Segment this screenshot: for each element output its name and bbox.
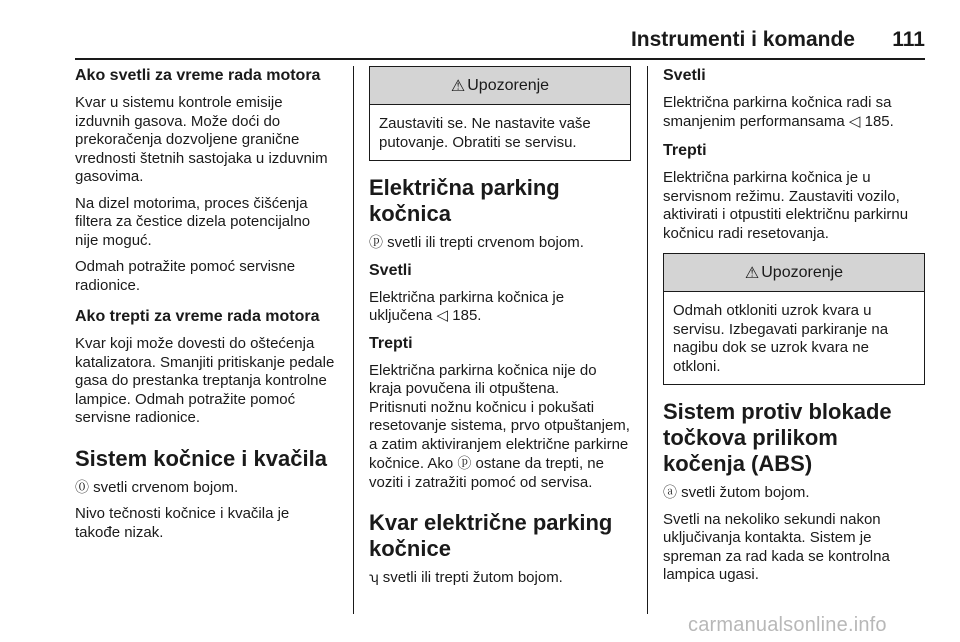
- paragraph: Električna parkirna kočnica je u servisnom režimu. Zaustaviti vozilo, aktivirati i otpustiti električnu parkirnu kočnicu radi resetovanja.: [663, 169, 909, 242]
- column-1: [75, 66, 337, 550]
- warning-body: [664, 292, 924, 384]
- page-header: [75, 28, 925, 54]
- warning-box: [369, 66, 631, 161]
- heading-sistem-kocnice: Sistem kočnice i kvačila: [75, 445, 327, 471]
- column-2: [369, 66, 631, 596]
- heading-svetli: Svetli: [663, 67, 706, 84]
- heading-ako-trepti: Ako trepti za vreme rada motora: [75, 308, 320, 325]
- warning-title: Upozorenje: [761, 263, 844, 281]
- warning-text: Zaustaviti se. Ne nastavite vaše putovanje. Obratiti se servisu.: [379, 115, 591, 151]
- text: Električna parkirna kočnica nije do kraja povučena ili otpuštena.: [369, 361, 597, 397]
- warning-triangle-icon: ⚠: [450, 77, 466, 95]
- warning-header: [664, 254, 924, 292]
- heading-svetli: Svetli: [369, 261, 412, 279]
- text: svetli žutom bojom.: [677, 484, 810, 501]
- paragraph: Nivo tečnosti kočnice i kvačila je takođe nizak.: [75, 505, 290, 541]
- column-3: [663, 66, 925, 593]
- column-divider: [647, 66, 648, 614]
- text: svetli ili trepti crvenom bojom.: [383, 234, 584, 251]
- heading-ako-svetli: Ako svetli za vreme rada motora: [75, 67, 321, 84]
- text: Pritisnuti nožnu kočnicu i pokušati resetovanje sistema, prvo otpuštanjem, a zatim aktiviranjem električne parkirne kočnice. Ako: [369, 398, 630, 472]
- paragraph: [369, 399, 631, 493]
- warning-text: Odmah otkloniti uzrok kvara u servisu. Izbegavati parkiranje na nagibu dok se uzrok kvara ne otkloni.: [673, 302, 889, 375]
- paragraph: Kvar koji može dovesti do oštećenja katalizatora. Smanjiti pritiskanje pedale gasa do prestanka treptanja kontrolne lampice. Odmah potražite pomoć servisne radionice.: [75, 335, 335, 426]
- paragraph: [75, 478, 337, 498]
- warning-title: Upozorenje: [467, 76, 550, 94]
- paragraph: [369, 233, 631, 253]
- text: ostane da trepti, ne voziti i zatražiti pomoć od servisa.: [369, 455, 604, 491]
- paragraph: Na dizel motorima, proces čišćenja filtera za čestice dizela potencijalno nije moguć.: [75, 194, 311, 249]
- text: svetli ili trepti žutom bojom.: [378, 569, 563, 586]
- parking-brake-icon: ⓟ: [457, 455, 472, 471]
- abs-icon: ⓐ: [663, 484, 677, 500]
- paragraph: [663, 94, 925, 131]
- parking-brake-icon: ⓟ: [369, 234, 383, 250]
- page-number: 111: [892, 28, 925, 51]
- header-divider: [75, 58, 925, 60]
- warning-header: [370, 67, 630, 105]
- watermark: carmanualsonline.info: [688, 614, 887, 636]
- paragraph: [369, 289, 631, 326]
- page-reference-link[interactable]: ◁ 185.: [432, 307, 482, 324]
- paragraph: [369, 362, 631, 399]
- column-divider: [353, 66, 354, 614]
- paragraph: [663, 483, 925, 503]
- page-title: Instrumenti i komande: [630, 28, 855, 51]
- heading-trepti: Trepti: [369, 334, 413, 352]
- paragraph: [369, 568, 631, 588]
- brake-fault-icon: ʮ: [369, 569, 379, 585]
- heading-trepti: Trepti: [663, 142, 707, 159]
- heading-abs: Sistem protiv blokade točkova prilikom kočenja (ABS): [663, 399, 892, 476]
- paragraph: Svetli na nekoliko sekundi nakon uključivanja kontakta. Sistem je spreman za rad kada se kontrolna lampica ugasi.: [663, 510, 890, 583]
- paragraph: Kvar u sistemu kontrole emisije izduvnih gasova. Može doći do prekoračenja dozvoljene granične vrednosti štetnih sastojaka u izduvnim gasovima.: [75, 94, 328, 185]
- text: svetli crvenom bojom.: [89, 478, 239, 496]
- warning-triangle-icon: ⚠: [744, 264, 760, 282]
- heading-kvar-parking-kocnice: Kvar električne parking kočnice: [369, 510, 613, 561]
- warning-body: [370, 105, 630, 160]
- page-reference-link[interactable]: ◁ 185.: [844, 112, 894, 130]
- text: Električna parkirna kočnica je uključena: [369, 288, 565, 324]
- text: Električna parkirna kočnica radi sa smanjenim performansama: [663, 94, 892, 130]
- brake-warning-icon: ⓪: [75, 478, 89, 495]
- heading-elektricna-parking-kocnica: Električna parking kočnica: [369, 175, 560, 226]
- warning-box: [663, 253, 925, 385]
- paragraph: Odmah potražite pomoć servisne radionice.: [75, 258, 296, 294]
